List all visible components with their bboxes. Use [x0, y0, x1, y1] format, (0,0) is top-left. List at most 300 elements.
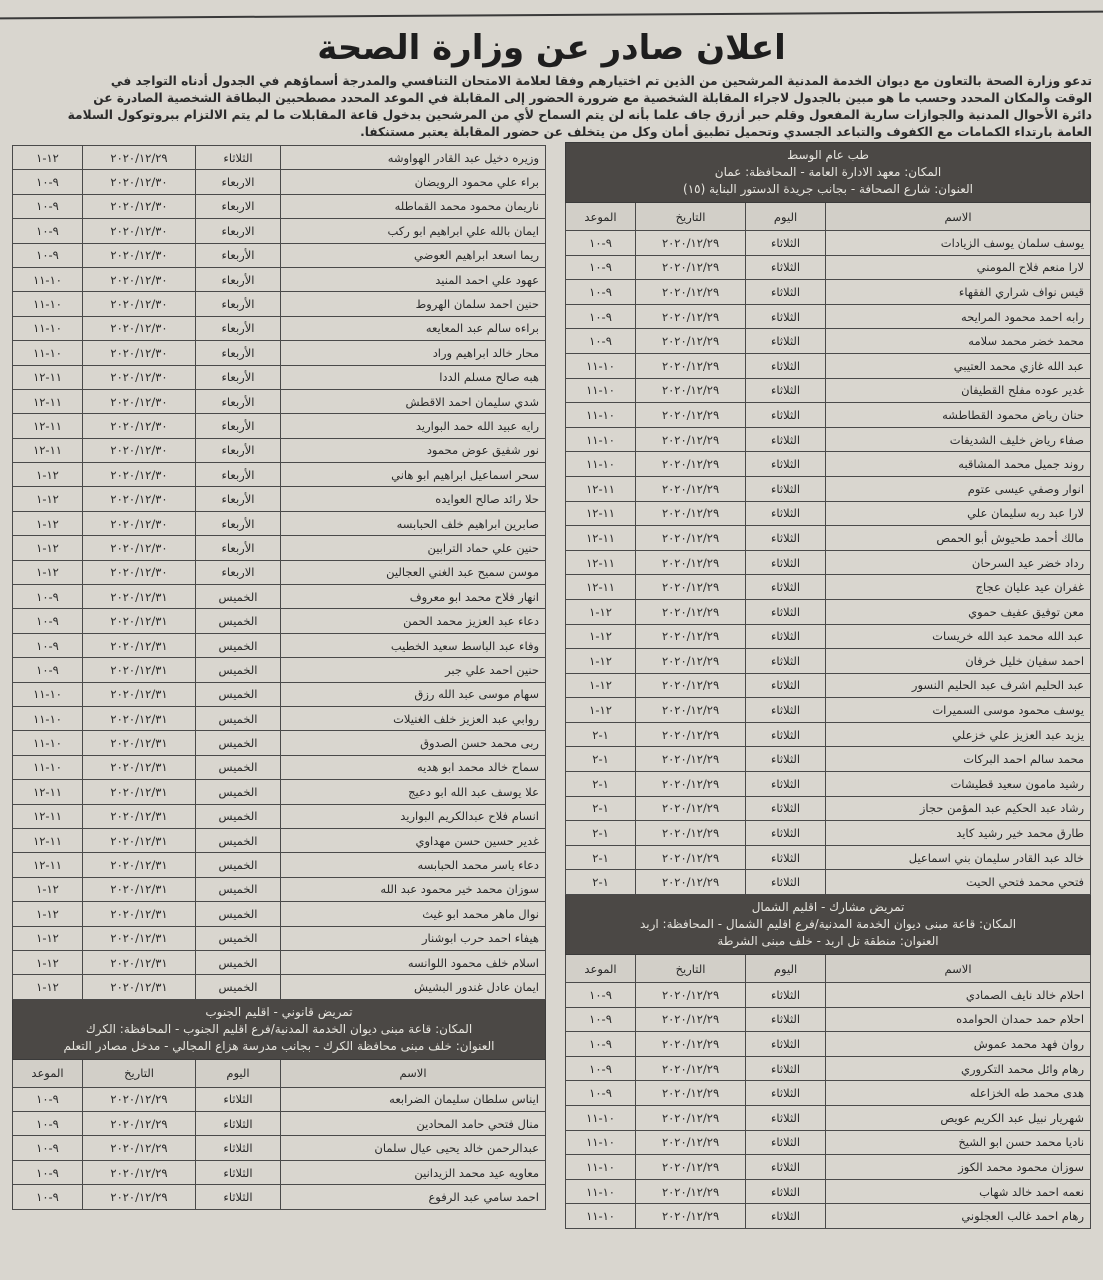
interview-date: ٢٠٢٠/١٢/٢٩	[636, 747, 746, 772]
table-row	[13, 365, 546, 389]
interview-day: الثلاثاء	[746, 1081, 826, 1106]
interview-time: ٩-١٠	[566, 1081, 636, 1106]
interview-day: الثلاثاء	[746, 575, 826, 600]
table-row	[13, 170, 546, 194]
candidate-name: رايه عبيد الله حمد البواريد	[281, 414, 546, 438]
interview-date: ٢٠٢٠/١٢/٣٠	[83, 560, 196, 584]
interview-time: ١١-١٢	[13, 780, 83, 804]
interview-time: ١-٢	[566, 772, 636, 797]
interview-day: الثلاثاء	[746, 772, 826, 797]
interview-day: الأربعاء	[196, 536, 281, 560]
table-row	[13, 194, 546, 218]
table-row	[566, 673, 1091, 698]
section-line: المكان: قاعة مبنى ديوان الخدمة المدنية/فرع اقليم الجنوب - المحافظة: الكرك	[85, 1021, 473, 1036]
section-info	[566, 895, 1091, 955]
candidate-name: ناريمان محمود محمد القماطله	[281, 194, 546, 218]
table-row	[13, 438, 546, 462]
table-row	[13, 706, 546, 730]
interview-day: الثلاثاء	[746, 649, 826, 674]
interview-time: ٩-١٠	[13, 170, 83, 194]
table-row	[13, 950, 546, 974]
interview-day: الخميس	[196, 706, 281, 730]
interview-time: ١٠-١١	[566, 427, 636, 452]
interview-time: ١٢-١	[13, 511, 83, 535]
table-row	[566, 870, 1091, 895]
interview-date: ٢٠٢٠/١٢/٣١	[83, 682, 196, 706]
interview-date: ٢٠٢٠/١٢/٢٩	[636, 255, 746, 280]
candidate-name: مالك أحمد طحيوش أبو الحمص	[826, 526, 1091, 551]
interview-time: ٩-١٠	[13, 609, 83, 633]
section-header-center	[566, 143, 1091, 203]
interview-time: ١٢-١	[566, 673, 636, 698]
interview-date: ٢٠٢٠/١٢/٣٠	[83, 219, 196, 243]
interview-time: ١٠-١١	[13, 731, 83, 755]
column-header-day: اليوم	[746, 203, 826, 231]
interview-day: الثلاثاء	[746, 698, 826, 723]
candidate-name: انهار فلاح محمد ابو معروف	[281, 585, 546, 609]
candidate-name: سوزان محمد خير محمود عبد الله	[281, 877, 546, 901]
interview-date: ٢٠٢٠/١٢/٢٩	[636, 796, 746, 821]
table-row	[13, 389, 546, 413]
interview-time: ٩-١٠	[566, 329, 636, 354]
interview-date: ٢٠٢٠/١٢/٣١	[83, 658, 196, 682]
candidate-name: عبد الحليم اشرف عبد الحليم النسور	[826, 673, 1091, 698]
interview-day: الثلاثاء	[746, 1179, 826, 1204]
section-info	[13, 999, 546, 1059]
interview-time: ١١-١٢	[13, 828, 83, 852]
section-line: تمريض مشارك - اقليم الشمال	[751, 900, 905, 915]
interview-day: الأربعاء	[196, 243, 281, 267]
interview-time: ٩-١٠	[566, 304, 636, 329]
table-row	[566, 280, 1091, 305]
interview-time: ١١-١٢	[13, 438, 83, 462]
table-row	[566, 1056, 1091, 1081]
table-row	[13, 731, 546, 755]
interview-day: الخميس	[196, 755, 281, 779]
interview-time: ١١-١٢	[566, 526, 636, 551]
table-row	[13, 1160, 546, 1184]
interview-day: الأربعاء	[196, 463, 281, 487]
table-row	[13, 877, 546, 901]
interview-date: ٢٠٢٠/١٢/٢٩	[636, 870, 746, 895]
table-row	[13, 682, 546, 706]
interview-time: ١١-١٢	[566, 550, 636, 575]
interview-day: الثلاثاء	[746, 501, 826, 526]
table-row	[566, 501, 1091, 526]
table-row	[13, 560, 546, 584]
table-row	[566, 353, 1091, 378]
interview-time: ٩-١٠	[13, 1136, 83, 1160]
interview-time: ١-٢	[566, 722, 636, 747]
interview-day: الثلاثاء	[746, 870, 826, 895]
candidate-name: علا يوسف عبد الله ابو دعيج	[281, 780, 546, 804]
intro-line: دائرة الأحوال المدنية والجوازات سارية المفعول وقلم حبر أزرق جاف علما بأنه لن يتم السماح لأي من المرشحين بدخول قاعة المقابلات ما لم يتم الالتزام ببروتوكول السلامة	[67, 108, 1092, 122]
table-row	[13, 219, 546, 243]
interview-time: ٩-١٠	[13, 585, 83, 609]
section-line: طب عام الوسط	[787, 148, 869, 162]
candidate-name: فتحي محمد فتحي الحيت	[826, 870, 1091, 895]
interview-time: ١٠-١١	[566, 1204, 636, 1229]
interview-time: ٩-١٠	[13, 194, 83, 218]
interview-time: ١-٢	[566, 870, 636, 895]
interview-date: ٢٠٢٠/١٢/٢٩	[83, 1087, 196, 1111]
interview-time: ١١-١٢	[13, 389, 83, 413]
interview-day: الثلاثاء	[746, 452, 826, 477]
interview-day: الخميس	[196, 926, 281, 950]
table-row	[566, 378, 1091, 403]
interview-time: ٩-١٠	[13, 1160, 83, 1184]
interview-date: ٢٠٢٠/١٢/٣٠	[83, 438, 196, 462]
candidate-name: حنين احمد سلمان الهروط	[281, 292, 546, 316]
interview-date: ٢٠٢٠/١٢/٢٩	[636, 1179, 746, 1204]
interview-date: ٢٠٢٠/١٢/٢٩	[636, 673, 746, 698]
intro-line: الوقت والمكان المحدد وحسب ما هو مبين بالجدول لاجراء المقابلة الشخصية مع ضرورة الحضور إلى المقابلة في الموعد المحدد مصطحبين البطاقة الشخصية الصادرة عن	[93, 91, 1092, 105]
candidate-name: حنين علي حماد الترابين	[281, 536, 546, 560]
interview-time: ١٠-١١	[13, 682, 83, 706]
interview-time: ٩-١٠	[13, 243, 83, 267]
interview-time: ٩-١٠	[566, 231, 636, 256]
interview-day: الخميس	[196, 975, 281, 999]
interview-date: ٢٠٢٠/١٢/٣١	[83, 755, 196, 779]
interview-date: ٢٠٢٠/١٢/٢٩	[636, 821, 746, 846]
interview-date: ٢٠٢٠/١٢/٣١	[83, 926, 196, 950]
table-row	[566, 1007, 1091, 1032]
column-header-date: التاريخ	[83, 1059, 196, 1087]
candidate-name: موسن سميح عبد الغني العجالين	[281, 560, 546, 584]
interview-time: ١٢-١	[13, 926, 83, 950]
interview-time: ٩-١٠	[13, 1185, 83, 1209]
interview-date: ٢٠٢٠/١٢/٣٠	[83, 292, 196, 316]
interview-date: ٢٠٢٠/١٢/٣١	[83, 706, 196, 730]
table-row	[566, 649, 1091, 674]
table-row	[13, 975, 546, 999]
column-header-name: الاسم	[826, 203, 1091, 231]
candidate-name: غدير حسين حسن مهداوي	[281, 828, 546, 852]
table-row	[13, 1185, 546, 1209]
interview-day: الخميس	[196, 731, 281, 755]
table-row	[566, 722, 1091, 747]
table-row	[566, 476, 1091, 501]
interview-day: الخميس	[196, 877, 281, 901]
candidate-name: طارق محمد خير رشيد كايد	[826, 821, 1091, 846]
interview-time: ٩-١٠	[566, 255, 636, 280]
candidate-name: انسام فلاح عبدالكريم البواريد	[281, 804, 546, 828]
interview-date: ٢٠٢٠/١٢/٣٠	[83, 414, 196, 438]
candidate-name: وفاء عبد الباسط سعيد الخطيب	[281, 633, 546, 657]
interview-time: ١٢-١	[566, 599, 636, 624]
interview-time: ١٠-١١	[566, 1130, 636, 1155]
table-row	[566, 845, 1091, 870]
table-row	[566, 427, 1091, 452]
candidate-name: حلا رائد صالح العوايده	[281, 487, 546, 511]
interview-time: ١٠-١١	[566, 403, 636, 428]
interview-time: ١٠-١١	[13, 755, 83, 779]
candidate-name: عبدالرحمن خالد يحيى عيال سلمان	[281, 1136, 546, 1160]
candidate-name: رشيد مامون سعيد قطيشات	[826, 772, 1091, 797]
table-row	[566, 624, 1091, 649]
candidate-name: وزيره دخيل عبد القادر الهواوشه	[281, 146, 546, 170]
interview-day: الأربعاء	[196, 511, 281, 535]
interview-time: ١٢-١	[566, 624, 636, 649]
interview-time: ١٢-١	[13, 950, 83, 974]
candidate-name: دعاء ياسر محمد الحبابسه	[281, 853, 546, 877]
table-row	[13, 267, 546, 291]
candidate-name: ايمان بالله علي ابراهيم ابو ركب	[281, 219, 546, 243]
table-row	[566, 747, 1091, 772]
section-info	[566, 143, 1091, 203]
interview-time: ١٢-١	[13, 902, 83, 926]
table-row	[13, 1087, 546, 1111]
candidate-name: رهام احمد غالب العجلوني	[826, 1204, 1091, 1229]
interview-day: الثلاثاء	[746, 526, 826, 551]
interview-time: ٩-١٠	[566, 983, 636, 1008]
column-header-time: الموعد	[566, 955, 636, 983]
interview-day: الأربعاء	[196, 487, 281, 511]
interview-day: الثلاثاء	[746, 353, 826, 378]
interview-date: ٢٠٢٠/١٢/٣١	[83, 731, 196, 755]
candidate-name: روان فهد محمد عموش	[826, 1032, 1091, 1057]
interview-time: ١١-١٢	[566, 476, 636, 501]
interview-date: ٢٠٢٠/١٢/٣٠	[83, 194, 196, 218]
table-row	[566, 255, 1091, 280]
column-header-day: اليوم	[196, 1059, 281, 1087]
interview-time: ١٠-١١	[13, 316, 83, 340]
candidate-name: عبد الله غازي محمد العتيبي	[826, 353, 1091, 378]
interview-time: ٩-١٠	[566, 280, 636, 305]
interview-day: الثلاثاء	[746, 231, 826, 256]
table-row	[13, 926, 546, 950]
candidate-name: هيفاء احمد حرب ابوشنار	[281, 926, 546, 950]
interview-date: ٢٠٢٠/١٢/٢٩	[636, 772, 746, 797]
interview-day: الأربعاء	[196, 267, 281, 291]
interview-date: ٢٠٢٠/١٢/٢٩	[636, 501, 746, 526]
interview-date: ٢٠٢٠/١٢/٢٩	[636, 1155, 746, 1180]
candidate-name: عهود علي احمد المنيد	[281, 267, 546, 291]
interview-day: الثلاثاء	[746, 599, 826, 624]
candidate-name: هبه صالح مسلم الددا	[281, 365, 546, 389]
interview-day: الثلاثاء	[196, 1112, 281, 1136]
interview-date: ٢٠٢٠/١٢/٣٠	[83, 463, 196, 487]
interview-date: ٢٠٢٠/١٢/٣١	[83, 950, 196, 974]
column-header-day: اليوم	[746, 955, 826, 983]
interview-day: الثلاثاء	[746, 476, 826, 501]
table-row	[566, 575, 1091, 600]
interview-day: الثلاثاء	[746, 1204, 826, 1229]
interview-date: ٢٠٢٠/١٢/٢٩	[83, 1112, 196, 1136]
interview-day: الثلاثاء	[746, 1106, 826, 1131]
section-line: العنوان: شارع الصحافة - بجانب جريدة الدستور البناية (١٥)	[683, 182, 974, 196]
candidate-name: خالد عبد القادر سليمان بني اسماعيل	[826, 845, 1091, 870]
candidate-name: يوسف سلمان يوسف الزيادات	[826, 231, 1091, 256]
interview-date: ٢٠٢٠/١٢/٣٠	[83, 365, 196, 389]
interview-date: ٢٠٢٠/١٢/٢٩	[636, 1032, 746, 1057]
interview-time: ٩-١٠	[566, 1007, 636, 1032]
candidate-name: شهريار نبيل عبد الكريم عويص	[826, 1106, 1091, 1131]
table-row	[566, 796, 1091, 821]
interview-time: ١-٢	[566, 845, 636, 870]
candidate-name: رهام وائل محمد التكروري	[826, 1056, 1091, 1081]
interview-date: ٢٠٢٠/١٢/٣١	[83, 877, 196, 901]
candidate-name: براء علي محمود الرويضان	[281, 170, 546, 194]
table-row	[13, 511, 546, 535]
interview-date: ٢٠٢٠/١٢/٢٩	[636, 1081, 746, 1106]
interview-day: الثلاثاء	[746, 747, 826, 772]
candidate-name: ربى محمد حسن الصدوق	[281, 731, 546, 755]
table-row	[566, 1130, 1091, 1155]
interview-time: ١٠-١١	[566, 452, 636, 477]
interview-date: ٢٠٢٠/١٢/٣١	[83, 780, 196, 804]
candidate-name: ريما اسعد ابراهيم العوضي	[281, 243, 546, 267]
interview-time: ١٢-١	[566, 649, 636, 674]
candidate-name: يزيد عبد العزيز علي خزعلي	[826, 722, 1091, 747]
interview-day: الثلاثاء	[746, 280, 826, 305]
candidate-name: معن توفيق عفيف حموي	[826, 599, 1091, 624]
interview-time: ١-٢	[566, 747, 636, 772]
interview-time: ١٠-١١	[13, 267, 83, 291]
interview-date: ٢٠٢٠/١٢/٣١	[83, 902, 196, 926]
interview-date: ٢٠٢٠/١٢/٢٩	[636, 550, 746, 575]
column-header-row	[13, 1059, 546, 1087]
interview-date: ٢٠٢٠/١٢/٣٠	[83, 243, 196, 267]
interview-day: الاربعاء	[196, 170, 281, 194]
candidate-name: سحر اسماعيل ابراهيم ابو هاني	[281, 463, 546, 487]
interview-time: ١٢-١	[13, 877, 83, 901]
interview-date: ٢٠٢٠/١٢/٢٩	[636, 378, 746, 403]
interview-date: ٢٠٢٠/١٢/٢٩	[83, 146, 196, 170]
section-header-south	[13, 999, 546, 1059]
interview-time: ١٠-١١	[13, 706, 83, 730]
interview-day: الأربعاء	[196, 316, 281, 340]
intro-paragraph	[14, 73, 1092, 141]
candidate-name: نعمه احمد خالد شهاب	[826, 1179, 1091, 1204]
interview-day: الثلاثاء	[746, 1130, 826, 1155]
candidate-name: ايمان عادل غندور البشيش	[281, 975, 546, 999]
interview-date: ٢٠٢٠/١٢/٣١	[83, 975, 196, 999]
intro-line: تدعو وزارة الصحة بالتعاون مع ديوان الخدمة المدنية المرشحين من الذين تم اختيارهم وفقا لعلامة الامتحان التنافسي والمدرجة أسماؤهم في الجدول أدناه التواجد في	[110, 74, 1092, 88]
interview-time: ١-٢	[566, 796, 636, 821]
interview-time: ١٠-١١	[566, 1155, 636, 1180]
interview-date: ٢٠٢٠/١٢/٢٩	[636, 1106, 746, 1131]
table-row	[566, 821, 1091, 846]
interview-time: ١١-١٢	[13, 414, 83, 438]
table-row	[13, 243, 546, 267]
interview-time: ١١-١٢	[566, 575, 636, 600]
interview-date: ٢٠٢٠/١٢/٢٩	[636, 476, 746, 501]
interview-day: الاربعاء	[196, 560, 281, 584]
interview-time: ٩-١٠	[13, 633, 83, 657]
column-header-date: التاريخ	[636, 203, 746, 231]
table-row	[566, 1032, 1091, 1057]
column-header-time: الموعد	[13, 1059, 83, 1087]
candidate-name: براءه سالم عبد المعايعه	[281, 316, 546, 340]
interview-time: ١٢-١	[13, 975, 83, 999]
table-row	[566, 599, 1091, 624]
table-row	[13, 609, 546, 633]
table-row	[13, 755, 546, 779]
table-row	[566, 698, 1091, 723]
interview-day: الثلاثاء	[196, 1087, 281, 1111]
candidate-name: يوسف محمود موسى السميرات	[826, 698, 1091, 723]
interview-date: ٢٠٢٠/١٢/٢٩	[636, 698, 746, 723]
candidate-name: سوزان محمود محمد الكوز	[826, 1155, 1091, 1180]
interview-day: الثلاثاء	[746, 403, 826, 428]
table-row	[13, 780, 546, 804]
interview-day: الثلاثاء	[746, 673, 826, 698]
interview-time: ١٠-١١	[13, 292, 83, 316]
candidate-name: روابي عبد العزيز خلف الغنيلات	[281, 706, 546, 730]
candidate-name: قيس نواف شراري الفقهاء	[826, 280, 1091, 305]
interview-day: الثلاثاء	[746, 1155, 826, 1180]
candidate-name: سماح خالد محمد ابو هديه	[281, 755, 546, 779]
interview-date: ٢٠٢٠/١٢/٣٠	[83, 536, 196, 560]
interview-day: الأربعاء	[196, 365, 281, 389]
interview-day: الثلاثاء	[746, 1056, 826, 1081]
interview-day: الثلاثاء	[196, 146, 281, 170]
interview-date: ٢٠٢٠/١٢/٢٩	[636, 575, 746, 600]
interview-date: ٢٠٢٠/١٢/٢٩	[636, 624, 746, 649]
interview-date: ٢٠٢٠/١٢/٣٠	[83, 267, 196, 291]
interview-date: ٢٠٢٠/١٢/٢٩	[636, 427, 746, 452]
interview-time: ١٢-١	[13, 463, 83, 487]
interview-date: ٢٠٢٠/١٢/٢٩	[636, 1130, 746, 1155]
column-header-date: التاريخ	[636, 955, 746, 983]
candidate-name: محمد سالم احمد البركات	[826, 747, 1091, 772]
interview-day: الثلاثاء	[746, 722, 826, 747]
interview-day: الخميس	[196, 585, 281, 609]
interview-day: الخميس	[196, 804, 281, 828]
interview-day: الأربعاء	[196, 292, 281, 316]
interview-date: ٢٠٢٠/١٢/٣٠	[83, 170, 196, 194]
table-row	[566, 1081, 1091, 1106]
right-schedule-table	[565, 142, 1091, 1229]
table-row	[566, 403, 1091, 428]
interview-date: ٢٠٢٠/١٢/٢٩	[636, 1007, 746, 1032]
candidate-name: معاويه عيد محمد الزيدانين	[281, 1160, 546, 1184]
candidate-name: دعاء عبد العزيز محمد الحمن	[281, 609, 546, 633]
interview-day: الثلاثاء	[746, 304, 826, 329]
candidate-name: سهام موسى عبد الله رزق	[281, 682, 546, 706]
interview-day: الأربعاء	[196, 438, 281, 462]
interview-date: ٢٠٢٠/١٢/٢٩	[636, 1204, 746, 1229]
interview-time: ١٠-١١	[566, 1179, 636, 1204]
section-line: تمريض قانوني - اقليم الجنوب	[205, 1004, 353, 1019]
interview-day: الاربعاء	[196, 194, 281, 218]
table-row	[13, 414, 546, 438]
table-row	[13, 658, 546, 682]
interview-date: ٢٠٢٠/١٢/٣١	[83, 853, 196, 877]
interview-day: الأربعاء	[196, 414, 281, 438]
table-row	[566, 329, 1091, 354]
intro-line: العامة بارتداء الكمامات مع الكفوف والتباعد الجسدي وتحميل تطبيق أمان وكل من يتخلف عن حضور المقابلة يعتبر مستنكفا.	[360, 125, 1092, 139]
interview-day: الثلاثاء	[196, 1185, 281, 1209]
candidate-name: حنين احمد علي جبر	[281, 658, 546, 682]
interview-day: الثلاثاء	[746, 1007, 826, 1032]
table-row	[566, 1155, 1091, 1180]
interview-time: ١-٢	[566, 821, 636, 846]
interview-date: ٢٠٢٠/١٢/٢٩	[83, 1160, 196, 1184]
table-row	[566, 983, 1091, 1008]
top-rule	[0, 11, 1103, 20]
table-row	[13, 633, 546, 657]
table-row	[13, 341, 546, 365]
interview-day: الثلاثاء	[196, 1136, 281, 1160]
table-row	[566, 1204, 1091, 1229]
interview-date: ٢٠٢٠/١٢/٢٩	[636, 280, 746, 305]
interview-day: الثلاثاء	[746, 983, 826, 1008]
candidate-name: محار خالد ابراهيم وراد	[281, 341, 546, 365]
candidate-name: غدير عوده مفلح القطيفان	[826, 378, 1091, 403]
candidate-name: اسلام خلف محمود اللوانسه	[281, 950, 546, 974]
